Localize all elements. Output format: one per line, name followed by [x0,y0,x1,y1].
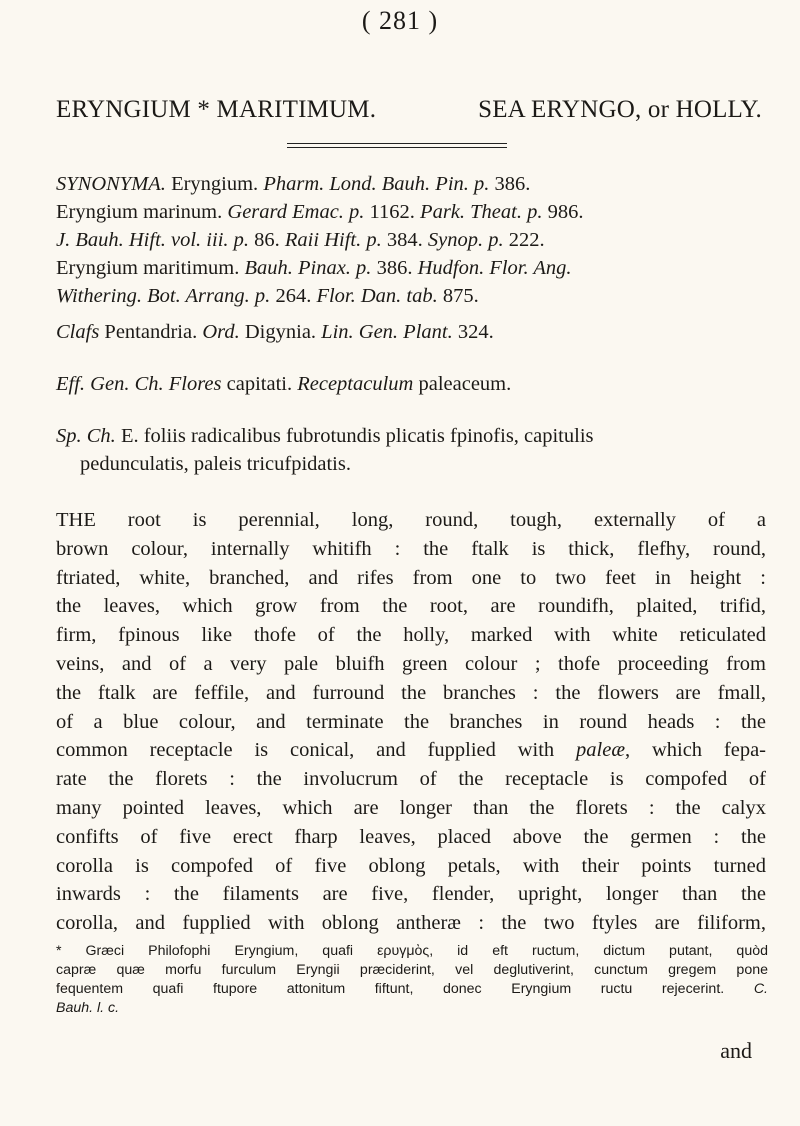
footnote [56,942,768,1018]
page-number: ( 281 ) [361,6,439,35]
synonyma-line: SYNONYMA. Eryngium. Pharm. Lond. Bauh. Pin. p. 386. [56,173,531,195]
title-rule-top [287,143,507,144]
description-line: THE root is perennial, long, round, tough, externally of a [56,509,766,531]
description-line: many pointed leaves, which are longer than the florets : the calyx [56,796,766,819]
title-english: SEA ERYNGO, or HOLLY. [478,96,762,123]
essential-character [56,370,768,398]
description-line: ftriated, white, branched, and rifes from one to two feet in height : [56,566,766,589]
description-line: of a blue colour, and terminate the branches in round heads : the [56,710,766,733]
description-line: veins, and of a very pale bluifh green colour ; thofe proceeding from [56,652,766,675]
specific-character [56,422,768,478]
description-line: brown colour, internally whitifh : the ftalk is thick, flefhy, round, [56,537,766,560]
title-latin: ERYNGIUM * MARITIMUM. [56,96,377,123]
title-rule-bottom [287,147,507,148]
synonyma-line: Withering. Bot. Arrang. p. 264. Flor. Dan. tab. 875. [56,285,479,307]
description-line: inwards : the filaments are five, flender, upright, longer than the [56,883,766,906]
synonyma-line: Eryngium marinum. Gerard Emac. p. 1162. Park. Theat. p. 986. [56,201,584,223]
specific-character-line-1: Sp. Ch. E. foliis radicalibus fubrotundis plicatis fpinofis, capitulis [56,425,594,447]
footnote-line: capræ quæ morfu furculum Eryngii præciderint, vel deglutiverint, cunctum gregem pone [56,962,768,978]
synonyma-line: J. Bauh. Hift. vol. iii. p. 86. Raii Hift. p. 384. Synop. p. 222. [56,229,545,251]
specific-character-line-2: pedunculatis, paleis tricufpidatis. [80,453,351,475]
page-title [56,96,762,124]
class-line [56,318,768,346]
essential-character-text: Eff. Gen. Ch. Flores capitati. Receptaculum paleaceum. [56,373,512,395]
description-line: confifts of five erect fharp leaves, placed above the germen : the [56,825,766,848]
synonyma-line: Eryngium maritimum. Bauh. Pinax. p. 386. Hudfon. Flor. Ang. [56,257,572,279]
synonyma-block [56,170,766,310]
class-text: Clafs Pentandria. Ord. Digynia. Lin. Gen. Plant. 324. [56,321,494,343]
footnote-line: * Græci Philofophi Eryngium, quafi ερυγμὸς, id eft ructum, dictum putant, quòd [56,943,768,959]
catchword: and [720,1038,752,1063]
description-line: corolla is compofed of five oblong petals, with their points turned [56,854,766,877]
footnote-line: Bauh. l. c. [56,1000,120,1016]
description-line: firm, fpinous like thofe of the holly, marked with white reticulated [56,624,766,647]
description-line: the leaves, which grow from the root, are roundifh, plaited, trifid, [56,595,766,618]
footnote-line: fequentem quafi ftupore attonitum fiftunt, donec Eryngium ructu rejecerint. C. [56,981,768,997]
description-line: the ftalk are feffile, and furround the branches : the flowers are fmall, [56,681,766,704]
description-line: rate the florets : the involucrum of the receptacle is compofed of [56,768,766,791]
description-paragraph [56,506,766,938]
description-line: corolla, and fupplied with oblong antheræ : the two ftyles are filiform, [56,912,766,935]
description-line: common receptacle is conical, and fupplied with paleæ, which fepa- [56,739,767,762]
